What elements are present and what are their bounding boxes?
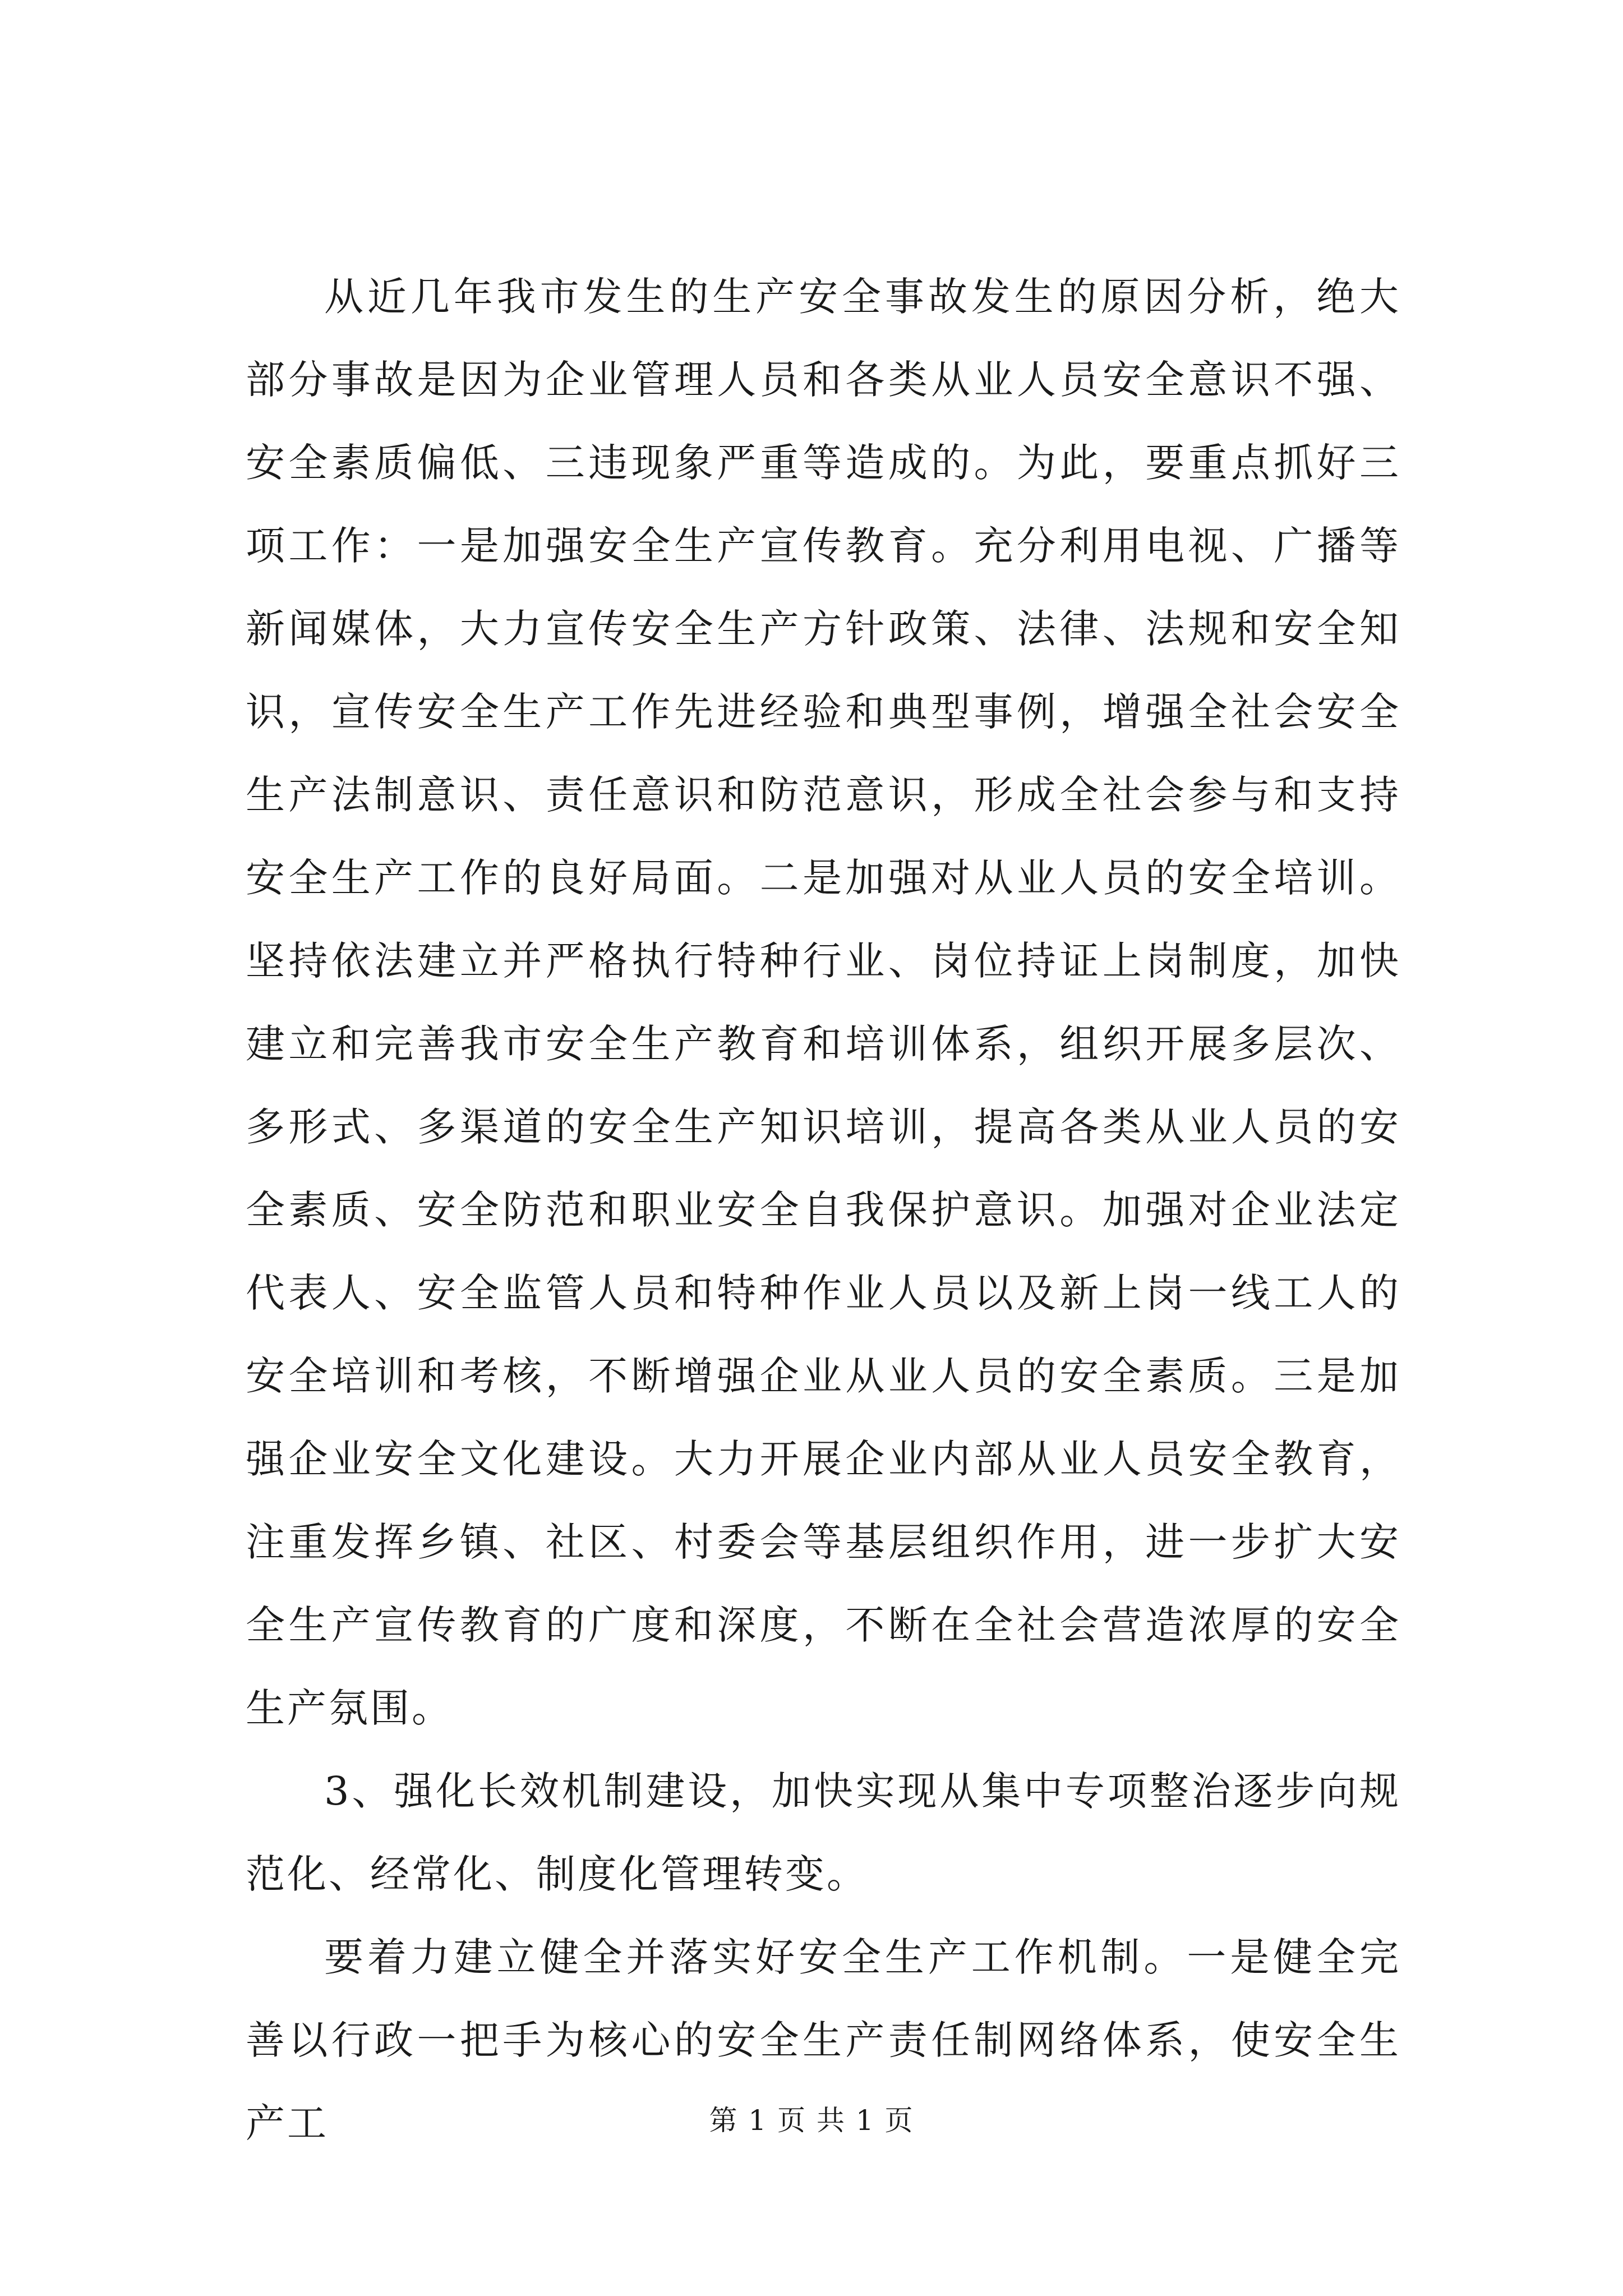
page-footer: 第 1 页 共 1 页 [709,2104,914,2137]
body-paragraph-2: 3、强化长效机制建设，加快实现从集中专项整治逐步向规范化、经常化、制度化管理转变。 [246,1768,1401,1897]
document-body [246,255,1401,2165]
body-paragraph-3: 要着力建立健全并落实好安全生产工作机制。一是健全完善以行政一把手为核心的安全生产责任制网络体系，使安全生产工 [246,1934,1401,2146]
body-paragraph-1: 从近几年我市发生的生产安全事故发生的原因分析，绝大部分事故是因为企业管理人员和各类从业人员安全意识不强、安全素质偏低、三违现象严重等造成的。为此，要重点抓好三项工作：一是加强安全生产宣传教育。充分利用电视、广播等新闻媒体，大力宣传安全生产方针政策、法律、法规和安全知识，宣传安全生产工作先进经验和典型事例，增强全社会安全生产法制意识、责任意识和防范意识，形成全社会参与和支持安全生产工作的良好局面。二是加强对从业人员的安全培训。坚持依法建立并严格执行特种行业、岗位持证上岗制度，加快建立和完善我市安全生产教育和培训体系，组织开展多层次、多形式、多渠道的安全生产知识培训，提高各类从业人员的安全素质、安全防范和职业安全自我保护意识。加强对企业法定代表人、安全监管人员和特种作业人员以及新上岗一线工人的安全培训和考核，不断增强企业从业人员的安全素质。三是加强企业安全文化建设。大力开展企业内部从业人员安全教育，注重发挥乡镇、社区、村委会等基层组织作用，进一步扩大安全生产宣传教育的广度和深度，不断在全社会营造浓厚的安全生产氛围。 [246,274,1401,1731]
